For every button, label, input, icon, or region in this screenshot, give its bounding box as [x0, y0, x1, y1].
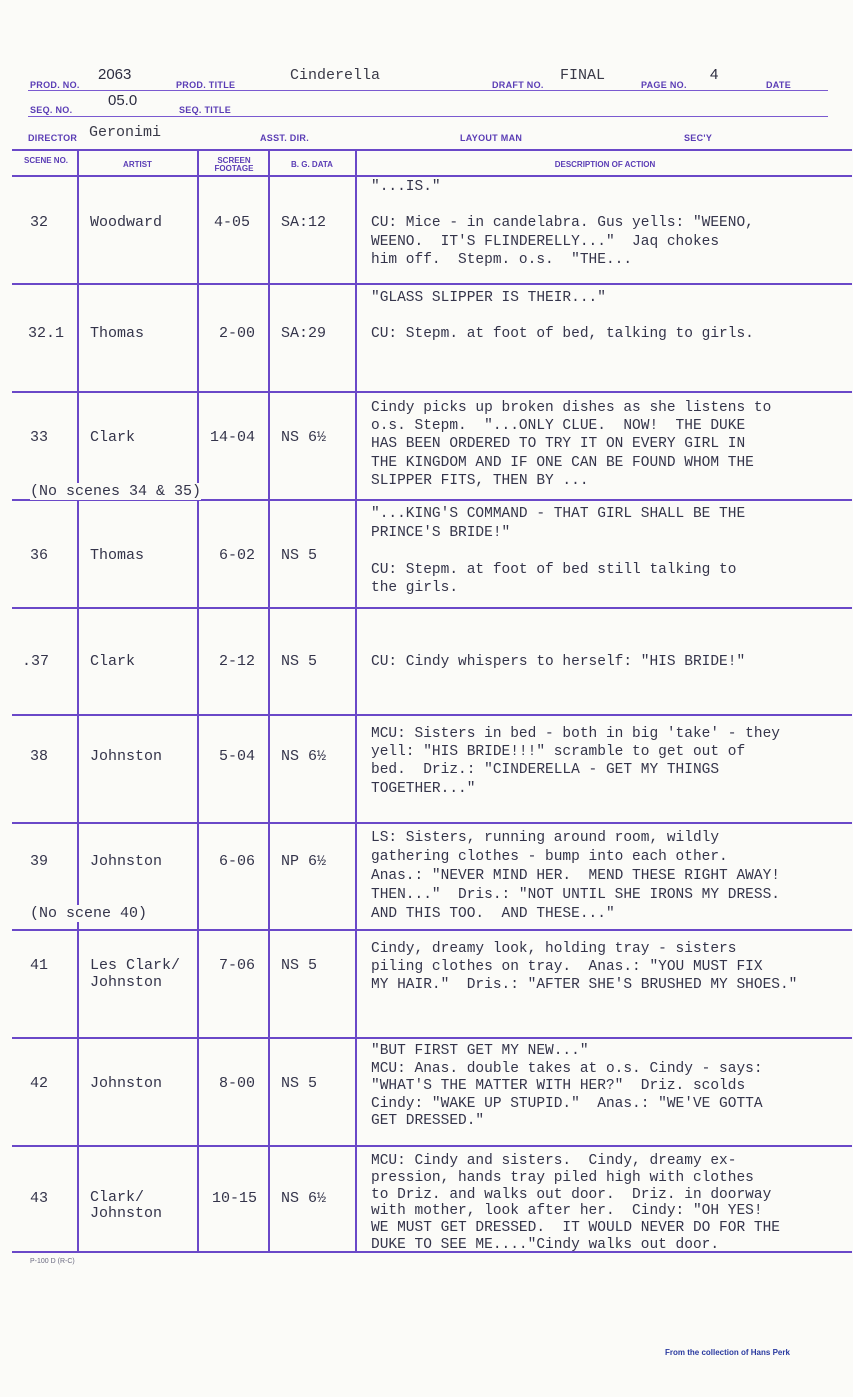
- prod-title-value: Cinderella: [290, 67, 381, 84]
- row-rule: [12, 283, 852, 285]
- scene-number: 39: [30, 853, 49, 870]
- artist-name: Thomas: [90, 547, 145, 564]
- prod-no-value: 2063: [98, 66, 132, 83]
- director-label: DIRECTOR: [28, 133, 78, 143]
- action-description: MCU: Sisters in bed - both in big 'take' - they yell: "HIS BRIDE!!!" scramble to get out of bed. Driz.: "CINDERELLA - GET MY THINGS TOGETHER...": [371, 726, 780, 797]
- screen-footage: 2-00: [219, 325, 256, 342]
- director-value: Geronimi: [89, 124, 162, 141]
- screen-footage: 6-06: [219, 853, 256, 870]
- artist-name: Clark/ Johnston: [90, 1189, 163, 1222]
- collection-credit: From the collection of Hans Perk: [665, 1348, 790, 1357]
- bg-data: NS 5: [281, 653, 318, 670]
- page-no-label: PAGE NO.: [641, 80, 687, 90]
- screen-footage: 10-15: [212, 1190, 258, 1207]
- bg-data: NS 6½: [281, 748, 327, 765]
- table-top-rule: [12, 149, 852, 151]
- column-header-rule: [12, 175, 852, 177]
- artist-name: Johnston: [90, 853, 163, 870]
- draft-no-value: FINAL: [560, 67, 606, 84]
- row-rule: [12, 391, 852, 393]
- action-description: Cindy picks up broken dishes as she listens to o.s. Stepm. "...ONLY CLUE. NOW! THE DUKE HAS BEEN ORDERED TO TRY IT ON EVERY GIRL IN THE KINGDOM AND IF ONE CAN BE FOUND WHOM THE SLIPPER FITS, THEN BY ...: [371, 400, 772, 489]
- artist-name: Woodward: [90, 214, 163, 231]
- scene-number: 41: [30, 957, 49, 974]
- scene-number: 33: [30, 429, 49, 446]
- screen-footage: 7-06: [219, 957, 256, 974]
- seq-no-label: SEQ. NO.: [30, 105, 73, 115]
- action-description: "GLASS SLIPPER IS THEIR..." CU: Stepm. at foot of bed, talking to girls.: [371, 290, 754, 343]
- screen-footage: 5-04: [219, 748, 256, 765]
- column-header-scene-no: SCENE NO.: [24, 156, 69, 165]
- screen-footage: 6-02: [219, 547, 256, 564]
- bg-data: SA:29: [281, 325, 327, 342]
- column-divider-4: [355, 149, 357, 1251]
- scene-number: 43: [30, 1190, 49, 1207]
- action-description: "...IS." CU: Mice - in candelabra. Gus yells: "WEENO, WEENO. IT'S FLINDERELLY..." Jaq chokes him off. Stepm. o.s. "THE...: [371, 179, 754, 268]
- action-description: "...KING'S COMMAND - THAT GIRL SHALL BE THE PRINCE'S BRIDE!" CU: Stepm. at foot of bed still talking to the girls.: [371, 506, 746, 596]
- screen-footage: 4-05: [214, 214, 251, 231]
- seq-title-label: SEQ. TITLE: [179, 105, 232, 115]
- date-label: DATE: [766, 80, 792, 90]
- secy-label: SEC'Y: [684, 133, 713, 143]
- screen-footage: 14-04: [210, 429, 256, 446]
- screen-footage: 2-12: [219, 653, 256, 670]
- skipped-scenes-note: (No scenes 34 & 35): [30, 483, 202, 500]
- artist-name: Johnston: [90, 748, 163, 765]
- artist-name: Les Clark/ Johnston: [90, 957, 181, 991]
- scene-number: 42: [30, 1075, 49, 1092]
- seq-no-value: 05.0: [108, 92, 138, 109]
- draft-no-label: DRAFT NO.: [492, 80, 544, 90]
- page-no-value: 4: [710, 66, 719, 83]
- column-header-description: DESCRIPTION OF ACTION: [554, 160, 656, 169]
- scene-number: 38: [30, 748, 49, 765]
- scene-number: 32: [30, 214, 49, 231]
- form-code: P-100 D (R-C): [30, 1258, 75, 1265]
- row-rule: [12, 607, 852, 609]
- bg-data: SA:12: [281, 214, 327, 231]
- bg-data: NS 6½: [281, 1190, 327, 1207]
- action-description: "BUT FIRST GET MY NEW..." MCU: Anas. double takes at o.s. Cindy - says: "WHAT'S THE MATTER WITH HER?" Driz. scolds Cindy: "WAKE UP STUPID." Anas.: "WE'VE GOTTA GET DRESSED.": [371, 1043, 763, 1130]
- action-description: MCU: Cindy and sisters. Cindy, dreamy ex- pression, hands tray piled high with clothes to Driz. and walks out door. Driz. in doorway with mother, look after her. Cindy: "OH YES! WE MUST GET DRESSED. IT WOULD NEVER DO FOR THE DUKE TO SEE ME...."Cindy walks out door.: [371, 1153, 780, 1253]
- layout-man-label: LAYOUT MAN: [460, 133, 523, 143]
- header-rule-2: [28, 116, 828, 117]
- action-description: LS: Sisters, running around room, wildly gathering clothes - bump into each other. Anas.: "NEVER MIND HER. MEND THESE RIGHT AWAY! THEN..." Dris.: "NOT UNTIL SHE IRONS MY DRESS. AND THIS TOO. AND THESE...": [371, 830, 780, 922]
- scene-number: 36: [30, 547, 49, 564]
- artist-name: Johnston: [90, 1075, 163, 1092]
- scene-number: 32.1: [28, 325, 65, 342]
- bg-data: NS 5: [281, 957, 318, 974]
- action-description: CU: Cindy whispers to herself: "HIS BRIDE!": [371, 654, 746, 670]
- artist-name: Clark: [90, 429, 136, 446]
- column-header-screen-footage: SCREEN FOOTAGE: [214, 156, 254, 173]
- prod-title-label: PROD. TITLE: [176, 80, 236, 90]
- row-rule: [12, 822, 852, 824]
- row-rule: [12, 1037, 852, 1039]
- artist-name: Thomas: [90, 325, 145, 342]
- row-rule: [12, 929, 852, 931]
- action-description: Cindy, dreamy look, holding tray - sisters piling clothes on tray. Anas.: "YOU MUST FIX MY HAIR." Dris.: "AFTER SHE'S BRUSHED MY SHOES.": [371, 941, 798, 994]
- header-rule-1: [28, 90, 828, 91]
- column-divider-2: [197, 149, 199, 1251]
- row-rule: [12, 1145, 852, 1147]
- column-header-artist: ARTIST: [123, 160, 152, 169]
- artist-name: Clark: [90, 653, 136, 670]
- column-divider-3: [268, 149, 270, 1251]
- asst-dir-label: ASST. DIR.: [260, 133, 310, 143]
- bg-data: NP 6½: [281, 853, 327, 870]
- bg-data: NS 5: [281, 547, 318, 564]
- bg-data: NS 6½: [281, 429, 327, 446]
- row-rule: [12, 714, 852, 716]
- bg-data: NS 5: [281, 1075, 318, 1092]
- column-header-bg-data: B. G. DATA: [291, 160, 333, 169]
- prod-no-label: PROD. NO.: [30, 80, 80, 90]
- scene-number: .37: [22, 653, 50, 670]
- column-divider-1: [77, 149, 79, 1251]
- screen-footage: 8-00: [219, 1075, 256, 1092]
- skipped-scene-note: (No scene 40): [30, 905, 148, 922]
